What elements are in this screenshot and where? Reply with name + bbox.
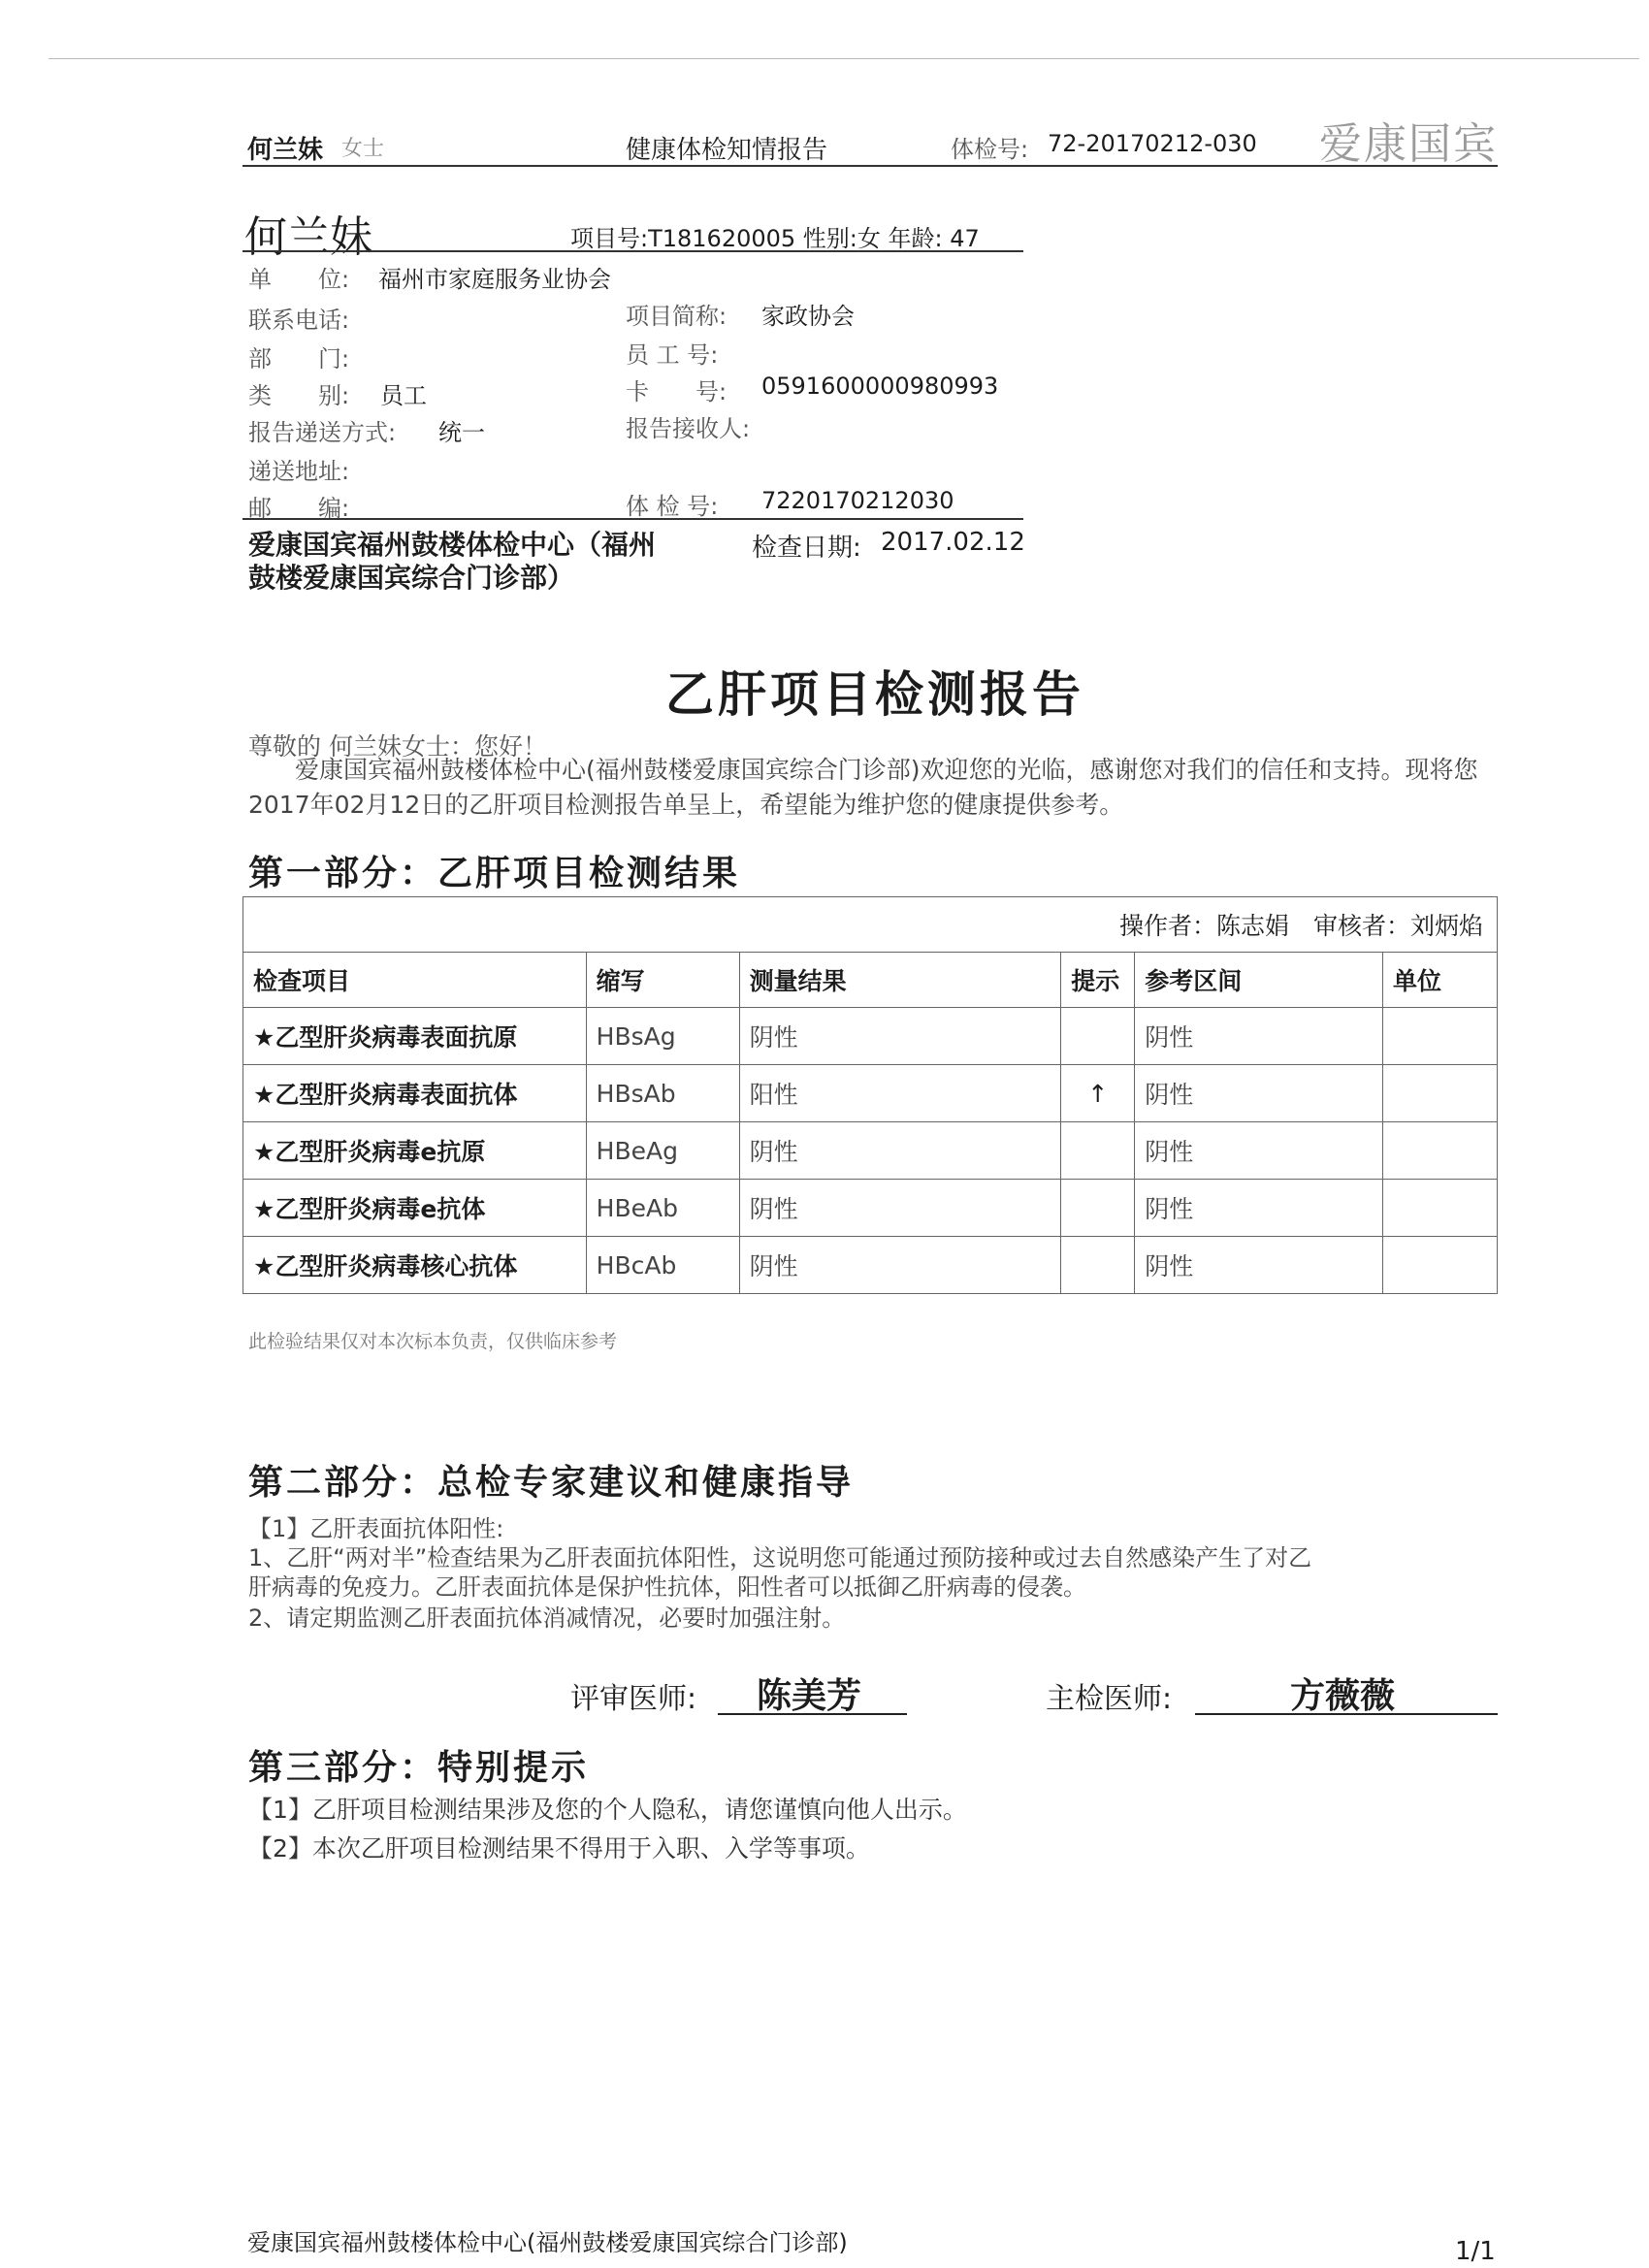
row-abbr: HBeAb: [586, 1180, 739, 1237]
report-title: 乙肝项目检测报告: [665, 665, 1084, 723]
row-result: 阴性: [739, 1122, 1061, 1180]
patient-name: 何兰妹: [244, 212, 372, 262]
row-abbr: HBsAg: [586, 1008, 739, 1065]
header-patient-name: 何兰妹: [247, 136, 324, 165]
chief-signature: 方薇薇: [1290, 1675, 1396, 1716]
section1-title: 第一部分：乙肝项目检测结果: [248, 853, 741, 893]
row-abbr: HBsAb: [586, 1065, 739, 1122]
table-row: [243, 1180, 1498, 1237]
row-unit: [1383, 1180, 1498, 1237]
col-header-result: 测量结果: [739, 953, 1061, 1008]
header-rule: [242, 165, 1498, 167]
col-header-abbr: 缩写: [586, 953, 739, 1008]
clinic-name: 爱康国宾福州鼓楼体检中心（福州鼓楼爱康国宾综合门诊部）: [248, 529, 657, 594]
unit-value: 福州市家庭服务业协会: [378, 266, 611, 293]
project-abbr-label: 项目简称:: [626, 303, 728, 330]
row-hint: [1061, 1008, 1135, 1065]
header-brand-logo: 爱康国宾: [1319, 119, 1498, 169]
check-date-value: 2017.02.12: [881, 528, 1025, 557]
project-abbr-value: 家政协会: [761, 303, 855, 330]
row-reference: 阴性: [1135, 1180, 1383, 1237]
row-item: ★乙型肝炎病毒e抗体: [243, 1180, 587, 1237]
reviewer-signature-line: [718, 1713, 907, 1715]
address-label: 递送地址:: [248, 458, 350, 485]
staff-no-label: 员 工 号:: [626, 341, 719, 369]
exam-no-value: 7220170212030: [761, 487, 954, 514]
col-header-hint: 提示: [1061, 953, 1135, 1008]
greeting: 尊敬的 何兰妹女士：您好！: [248, 732, 547, 761]
zip-label: 邮 编:: [248, 495, 350, 522]
phone-label: 联系电话:: [248, 307, 350, 334]
row-item: ★乙型肝炎病毒表面抗原: [243, 1008, 587, 1065]
exam-no-label: 体 检 号:: [626, 493, 719, 520]
operator-row: [243, 897, 1498, 953]
advice-line: 1、乙肝“两对半”检查结果为乙肝表面抗体阳性，这说明您可能通过预防接种或过去自然感染产生了对乙: [248, 1544, 1312, 1571]
special-tip: 【1】乙肝项目检测结果涉及您的个人隐私，请您谨慎向他人出示。: [248, 1796, 967, 1824]
section2-title: 第二部分：总检专家建议和健康指导: [248, 1462, 855, 1503]
row-abbr: HBeAg: [586, 1122, 739, 1180]
row-result: 阴性: [739, 1180, 1061, 1237]
row-item: ★乙型肝炎病毒表面抗体: [243, 1065, 587, 1122]
table-header-row: [243, 953, 1498, 1008]
table-row: [243, 1008, 1498, 1065]
advice-line: 肝病毒的免疫力。乙肝表面抗体是保护性抗体，阳性者可以抵御乙肝病毒的侵袭。: [248, 1573, 1086, 1601]
table-row: [243, 1065, 1498, 1122]
advice-line: 2、请定期监测乙肝表面抗体消减情况，必要时加强注射。: [248, 1604, 846, 1632]
patient-name-rule: [242, 250, 1023, 252]
row-unit: [1383, 1122, 1498, 1180]
card-label: 卡 号:: [626, 378, 728, 405]
row-hint: [1061, 1180, 1135, 1237]
unit-label: 单 位:: [248, 266, 350, 293]
special-tip: 【2】本次乙肝项目检测结果不得用于入职、入学等事项。: [248, 1834, 870, 1863]
header-exam-number: 72-20170212-030: [1048, 130, 1257, 157]
col-header-unit: 单位: [1383, 953, 1498, 1008]
row-hint: [1061, 1237, 1135, 1294]
reviewer-label: 评审医师:: [570, 1682, 697, 1716]
row-result: 阴性: [739, 1237, 1061, 1294]
category-label: 类 别:: [248, 382, 350, 409]
row-result: 阴性: [739, 1008, 1061, 1065]
card-value: 0591600000980993: [761, 373, 999, 400]
row-reference: 阴性: [1135, 1237, 1383, 1294]
row-reference: 阴性: [1135, 1008, 1383, 1065]
results-table: [242, 896, 1498, 1294]
table-row: [243, 1237, 1498, 1294]
section3-title: 第三部分：特别提示: [248, 1747, 590, 1788]
row-hint: [1061, 1122, 1135, 1180]
row-reference: 阴性: [1135, 1122, 1383, 1180]
operator-line: 操作者：陈志娟 审核者：刘炳焰: [243, 897, 1498, 953]
reviewer-signature: 陈美芳: [757, 1675, 862, 1716]
check-date-label: 检查日期:: [752, 534, 861, 563]
row-unit: [1383, 1008, 1498, 1065]
advice-line: 【1】乙肝表面抗体阳性:: [248, 1515, 504, 1542]
row-item: ★乙型肝炎病毒e抗原: [243, 1122, 587, 1180]
row-hint-up-arrow: ↑: [1061, 1065, 1135, 1122]
footer-clinic: 爱康国宾福州鼓楼体检中心(福州鼓楼爱康国宾综合门诊部): [247, 2229, 848, 2256]
chief-signature-line: [1195, 1713, 1498, 1715]
row-abbr: HBcAb: [586, 1237, 739, 1294]
footer-page-number: 1/1: [1455, 2237, 1496, 2266]
delivery-value: 统一: [438, 419, 485, 446]
category-value: 员工: [380, 382, 427, 409]
dept-label: 部 门:: [248, 345, 350, 373]
row-unit: [1383, 1065, 1498, 1122]
row-item: ★乙型肝炎病毒核心抗体: [243, 1237, 587, 1294]
result-disclaimer: 此检验结果仅对本次标本负责，仅供临床参考: [248, 1331, 618, 1352]
receiver-label: 报告接收人:: [626, 415, 751, 442]
scan-top-edge: [48, 58, 1639, 59]
patient-project-line: 项目号:T181620005 性别:女 年龄: 47: [570, 225, 980, 252]
row-unit: [1383, 1237, 1498, 1294]
col-header-reference: 参考区间: [1135, 953, 1383, 1008]
header-report-name: 健康体检知情报告: [626, 136, 828, 165]
row-reference: 阴性: [1135, 1065, 1383, 1122]
table-row: [243, 1122, 1498, 1180]
chief-label: 主检医师:: [1046, 1682, 1173, 1716]
info-bottom-rule: [242, 518, 1023, 520]
header-title-suffix: 女士: [341, 137, 385, 161]
col-header-item: 检查项目: [243, 953, 587, 1008]
row-result: 阳性: [739, 1065, 1061, 1122]
intro-paragraph: 爱康国宾福州鼓楼体检中心(福州鼓楼爱康国宾综合门诊部)欢迎您的光临，感谢您对我们的信任和支持。现将您2017年02月12日的乙肝项目检测报告单呈上，希望能为维护您的健康提供参考。: [248, 756, 1478, 819]
delivery-label: 报告递送方式:: [248, 419, 397, 446]
header-exam-label: 体检号:: [951, 136, 1029, 163]
